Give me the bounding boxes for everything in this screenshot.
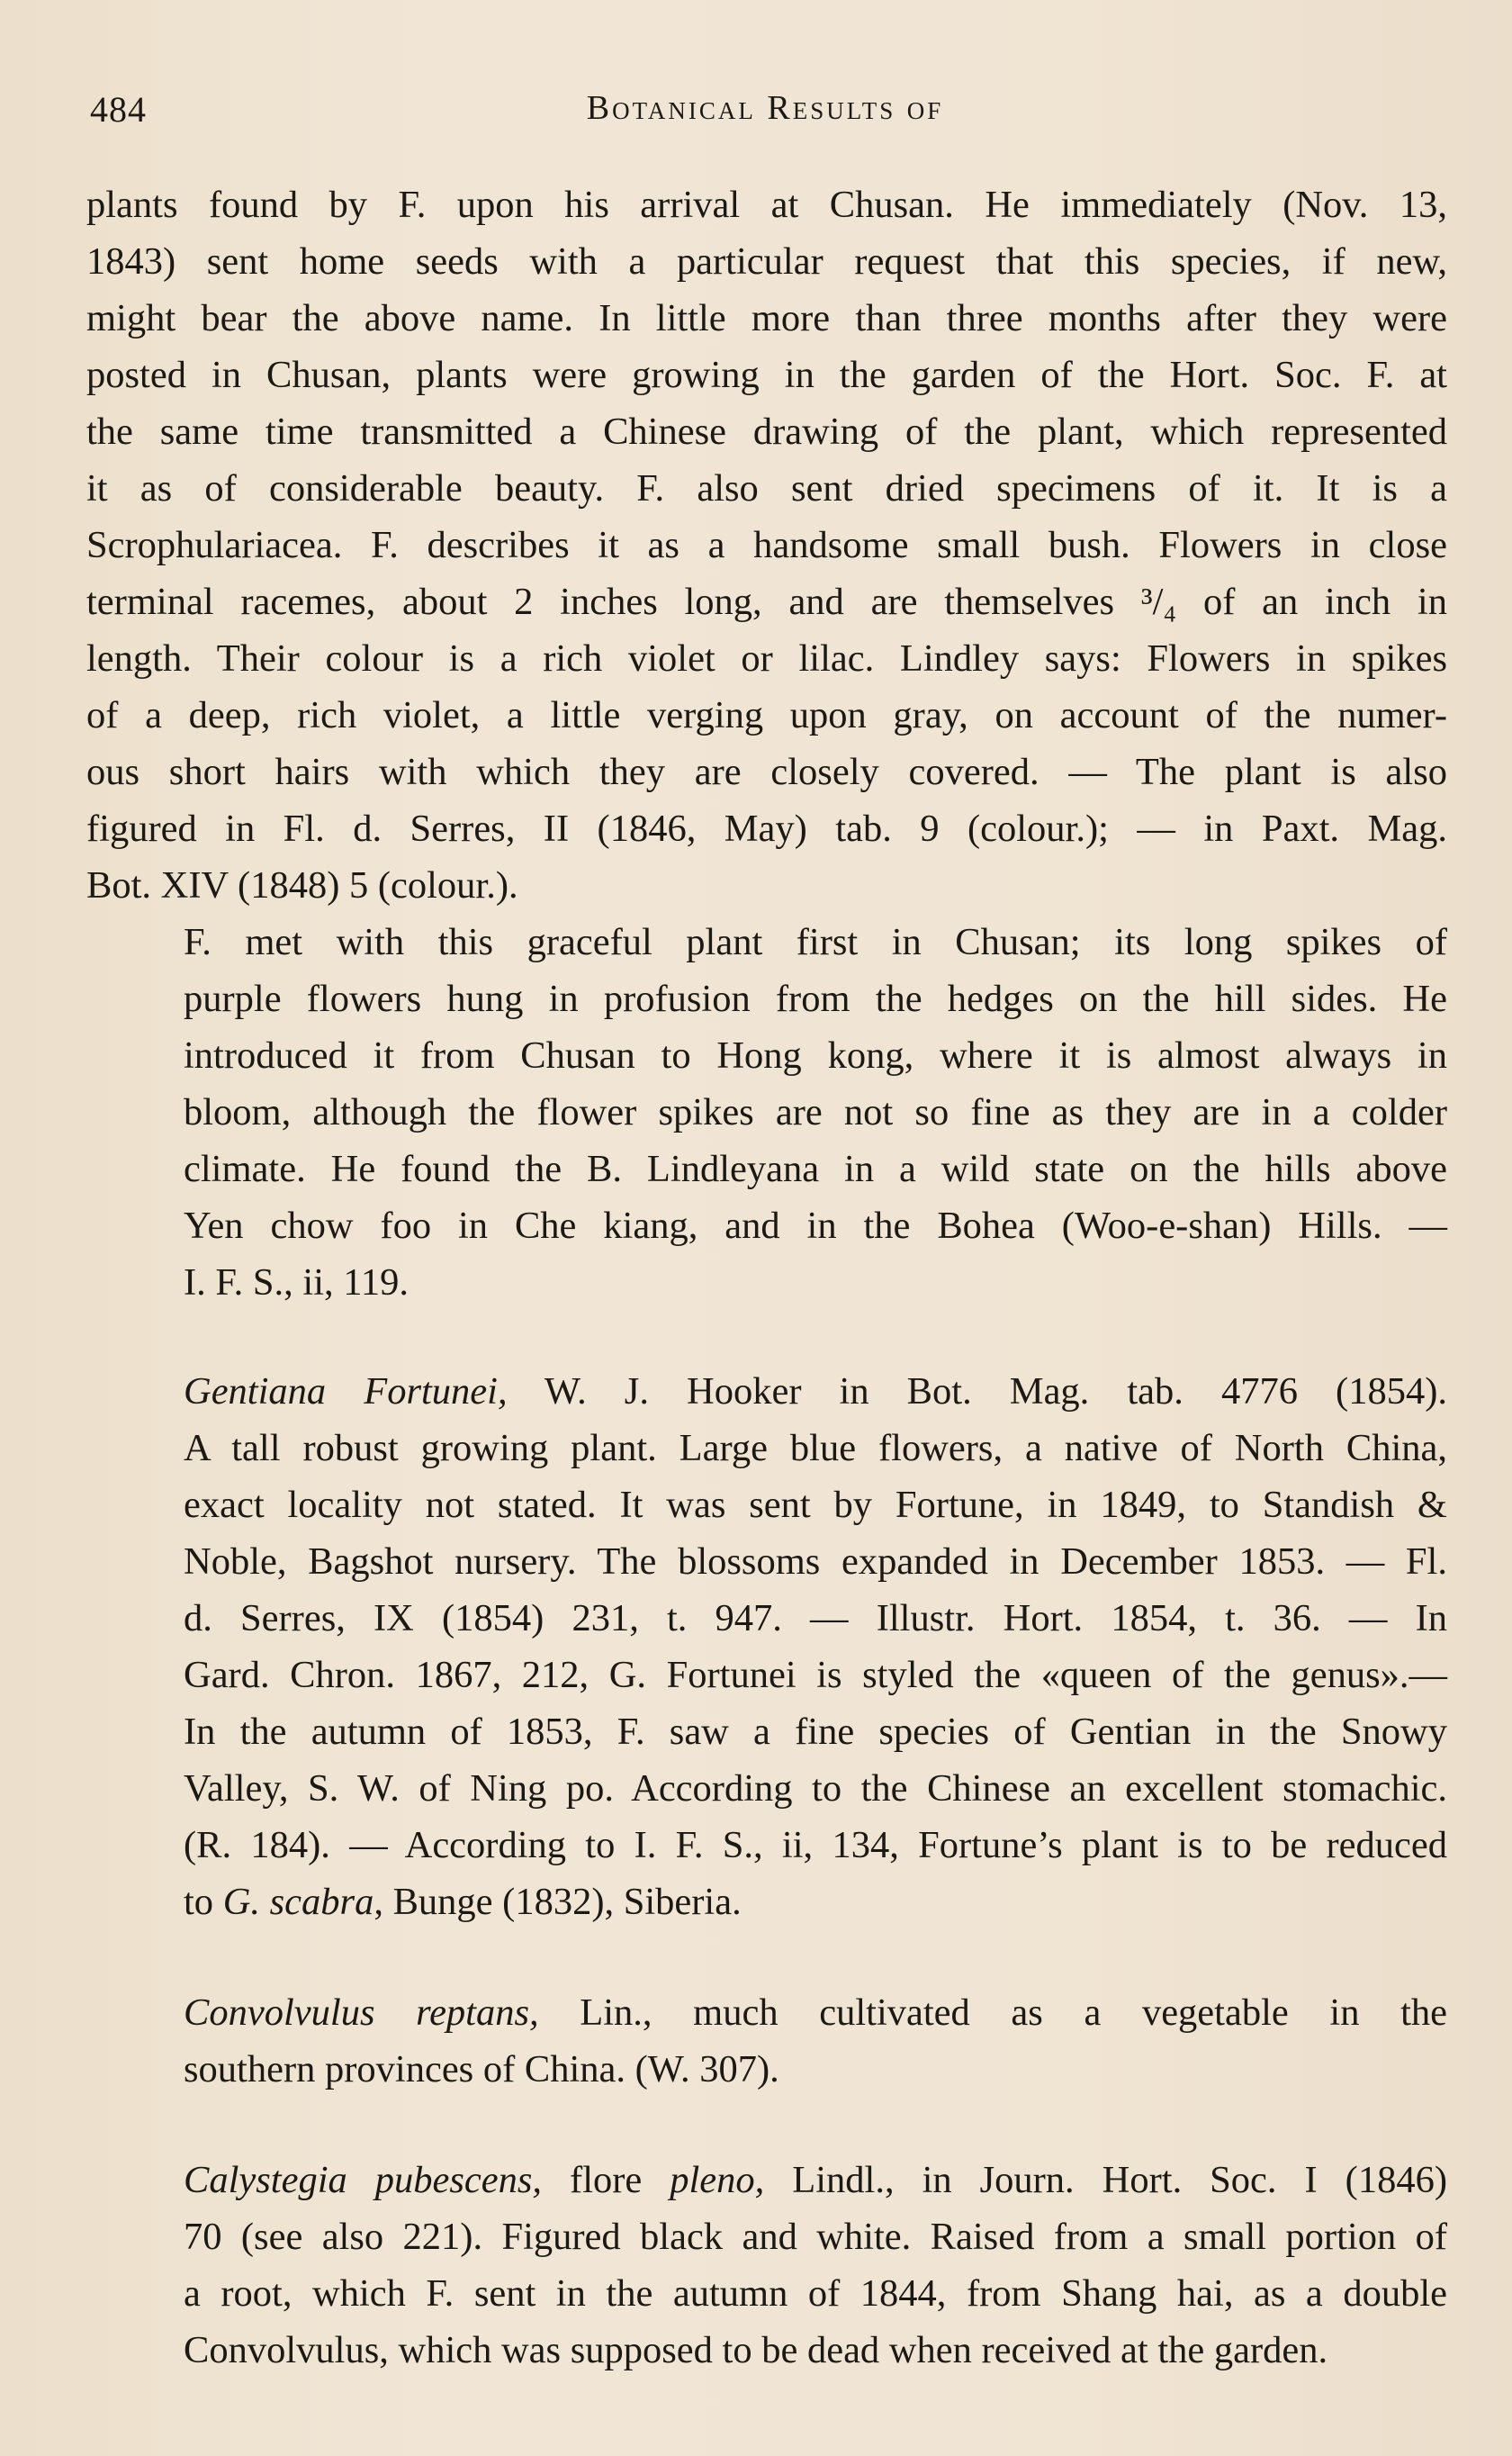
text-line: Convolvulus, which was supposed to be dead when received at the garden.: [184, 2329, 1328, 2371]
text-line: F. met with this graceful plant first in Chusan; its long spikes of: [184, 921, 1447, 963]
text-line: plants found by F. upon his arrival at Chusan. He immediately (Nov. 13,: [86, 184, 1447, 226]
paragraph-buddleja-description: [86, 176, 1447, 914]
text-line: Gentiana Fortunei, W. J. Hooker in Bot. Mag. tab. 4776 (1854).: [184, 1370, 1447, 1413]
section-spacer: [86, 2098, 1447, 2152]
text-line: figured in Fl. d. Serres, II (1846, May) tab. 9 (colour.); — in Paxt. Mag.: [86, 808, 1447, 850]
text-line: to G. scabra, Bunge (1832), Siberia.: [184, 1881, 742, 1923]
text-line: of a deep, rich violet, a little verging upon gray, on account of the numer-: [86, 694, 1447, 736]
text-line: exact locality not stated. It was sent by Fortune, in 1849, to Standish &: [184, 1484, 1447, 1526]
text-line: Noble, Bagshot nursery. The blossoms expanded in December 1853. — Fl.: [184, 1540, 1447, 1583]
species-name: Calystegia pubescens,: [184, 2159, 543, 2201]
text-line: Scrophulariacea. F. describes it as a handsome small bush. Flowers in close: [86, 524, 1447, 566]
text-line: I. F. S., ii, 119.: [184, 1261, 410, 1304]
text-line: Calystegia pubescens, flore pleno, Lindl., in Journ. Hort. Soc. I (1846): [184, 2159, 1447, 2201]
variety-name: pleno,: [670, 2159, 765, 2201]
text-line: Gard. Chron. 1867, 212, G. Fortunei is styled the «queen of the genus».—: [184, 1654, 1447, 1696]
text-line: posted in Chusan, plants were growing in the garden of the Hort. Soc. F. at: [86, 354, 1447, 396]
text-line: purple flowers hung in profusion from the hedges on the hill sides. He: [184, 978, 1447, 1020]
page-number: 484: [90, 89, 147, 130]
running-head: Botanical Results of: [586, 89, 944, 127]
text-line: 70 (see also 221). Figured black and white. Raised from a small portion of: [184, 2216, 1447, 2258]
species-name: Gentiana Fortunei,: [184, 1370, 508, 1413]
text-line: it as of considerable beauty. F. also sent dried specimens of it. It is a: [86, 467, 1447, 510]
paragraph-fortune-observations: [86, 914, 1447, 1311]
section-spacer: [86, 1930, 1447, 1984]
entry-calystegia-pubescens: [86, 2152, 1447, 2379]
entry-gentiana-fortunei: [86, 1363, 1447, 1930]
text-line: the same time transmitted a Chinese drawing of the plant, which represented: [86, 411, 1447, 453]
text-line: climate. He found the B. Lindleyana in a wild state on the hills above: [184, 1148, 1447, 1190]
text-line: introduced it from Chusan to Hong kong, where it is almost always in: [184, 1034, 1447, 1077]
text-line: Bot. XIV (1848) 5 (colour.).: [86, 864, 518, 907]
text-line: ous short hairs with which they are closely covered. — The plant is also: [86, 751, 1447, 793]
entry-convolvulus-reptans: [86, 1984, 1447, 2098]
text-line: 1843) sent home seeds with a particular request that this species, if new,: [86, 240, 1447, 283]
text-line: In the autumn of 1853, F. saw a fine species of Gentian in the Snowy: [184, 1711, 1447, 1753]
text-line: Convolvulus reptans, Lin., much cultivated as a vegetable in the: [184, 1991, 1447, 2034]
text-line: bloom, although the flower spikes are not so fine as they are in a colder: [184, 1091, 1447, 1133]
section-spacer: [86, 1311, 1447, 1363]
text-line: d. Serres, IX (1854) 231, t. 947. — Illustr. Hort. 1854, t. 36. — In: [184, 1597, 1447, 1639]
text-line: length. Their colour is a rich violet or lilac. Lindley says: Flowers in spikes: [86, 637, 1447, 680]
text-line: a root, which F. sent in the autumn of 1844, from Shang hai, as a double: [184, 2272, 1447, 2315]
text-line: Valley, S. W. of Ning po. According to the Chinese an excellent stomachic.: [184, 1767, 1447, 1810]
species-name: Convolvulus reptans,: [184, 1991, 539, 2034]
text-line: terminal racemes, about 2 inches long, and are themselves ³/₄ of an inch in: [86, 581, 1447, 623]
page-header: [90, 88, 1440, 133]
text-line: Yen chow foo in Che kiang, and in the Bohea (Woo-e-shan) Hills. —: [184, 1205, 1447, 1247]
body-text: [86, 176, 1447, 2379]
text-line: southern provinces of China. (W. 307).: [184, 2048, 779, 2090]
text-line: (R. 184). — According to I. F. S., ii, 134, Fortune’s plant is to be reduced: [184, 1824, 1447, 1866]
text-line: A tall robust growing plant. Large blue flowers, a native of North China,: [184, 1427, 1447, 1469]
text-line: might bear the above name. In little more than three months after they were: [86, 297, 1447, 339]
species-name: G. scabra: [222, 1881, 374, 1923]
